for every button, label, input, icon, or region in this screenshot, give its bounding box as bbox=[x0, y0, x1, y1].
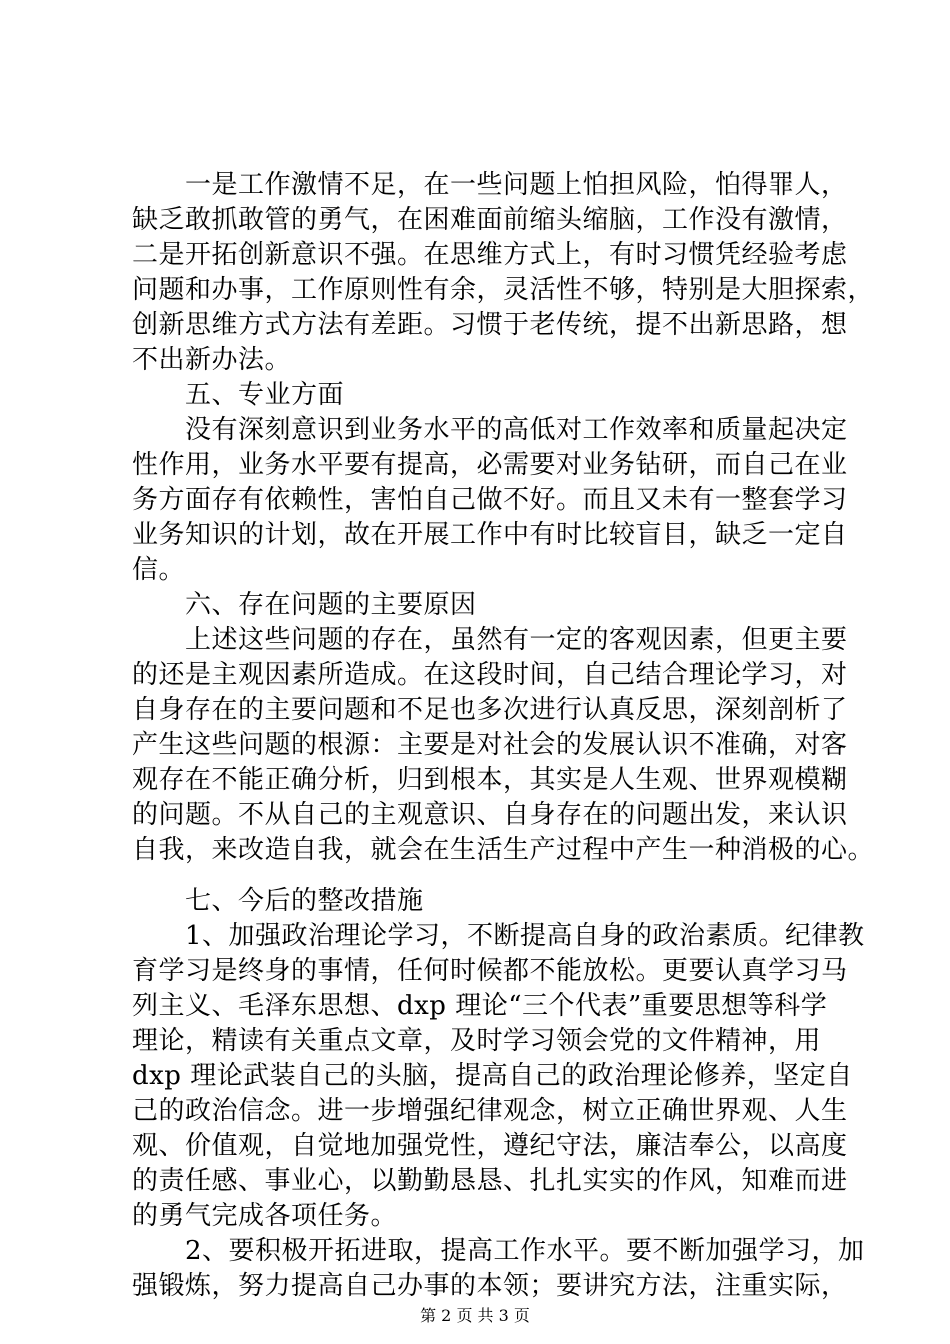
text-line: 的问题。不从自己的主观意识、自身存在的问题出发，来认识 bbox=[132, 800, 848, 830]
page-footer: 第 2 页 共 3 页 bbox=[420, 1306, 530, 1325]
text-line: 的还是主观因素所造成。在这段时间，自己结合理论学习，对 bbox=[132, 660, 848, 690]
text-line: 的责任感、事业心，以勤勤恳恳、扎扎实实的作风，知难而进 bbox=[132, 1166, 848, 1196]
text-line: 产生这些问题的根源：主要是对社会的发展认识不准确，对客 bbox=[132, 730, 848, 760]
text-line: 1、加强政治理论学习，不断提高自身的政治素质。纪律教 bbox=[132, 921, 865, 951]
text-line: 业务知识的计划，故在开展工作中有时比较盲目，缺乏一定自 bbox=[132, 520, 848, 550]
text-line: 育学习是终身的事情，任何时候都不能放松。更要认真学习马 bbox=[132, 956, 848, 986]
text-line: 列主义、毛泽东思想、dxp 理论“三个代表”重要思想等科学 bbox=[132, 991, 828, 1021]
text-line: 强锻炼，努力提高自己办事的本领；要讲究方法，注重实际， bbox=[132, 1271, 848, 1301]
text-line: 性作用，业务水平要有提高，必需要对业务钻研，而自己在业 bbox=[132, 450, 848, 480]
text-line: 缺乏敢抓敢管的勇气，在困难面前缩头缩脑，工作没有激情， bbox=[132, 205, 848, 235]
text-line: 理论，精读有关重点文章，及时学习领会党的文件精神，用 bbox=[132, 1026, 822, 1056]
text-line: 自我，来改造自我，就会在生活生产过程中产生一种消极的心。 bbox=[132, 835, 875, 865]
section-heading: 七、今后的整改措施 bbox=[132, 886, 424, 916]
text-line: dxp 理论武装自己的头脑，提高自己的政治理论修养，坚定自 bbox=[132, 1061, 853, 1091]
text-line: 观存在不能正确分析，归到根本，其实是人生观、世界观模糊 bbox=[132, 765, 848, 795]
text-line: 创新思维方式方法有差距。习惯于老传统，提不出新思路，想 bbox=[132, 310, 848, 340]
text-line: 务方面存有依赖性，害怕自己做不好。而且又未有一整套学习 bbox=[132, 485, 848, 515]
text-line: 观、价值观，自觉地加强党性，遵纪守法，廉洁奉公，以高度 bbox=[132, 1131, 848, 1161]
text-line: 己的政治信念。进一步增强纪律观念，树立正确世界观、人生 bbox=[132, 1096, 848, 1126]
text-line: 没有深刻意识到业务水平的高低对工作效率和质量起决定 bbox=[132, 415, 848, 445]
text-line: 一是工作激情不足，在一些问题上怕担风险，怕得罪人， bbox=[132, 170, 848, 200]
text-line: 信。 bbox=[132, 555, 186, 585]
text-line: 自身存在的主要问题和不足也多次进行认真反思，深刻剖析了 bbox=[132, 695, 848, 725]
text-line: 2、要积极开拓进取，提高工作水平。要不断加强学习，加 bbox=[132, 1236, 865, 1266]
text-line: 的勇气完成各项任务。 bbox=[132, 1201, 398, 1231]
text-line: 不出新办法。 bbox=[132, 345, 292, 375]
text-line: 上述这些问题的存在，虽然有一定的客观因素，但更主要 bbox=[132, 625, 848, 655]
text-line: 二是开拓创新意识不强。在思维方式上，有时习惯凭经验考虑 bbox=[132, 240, 848, 270]
section-heading: 六、存在问题的主要原因 bbox=[132, 590, 477, 620]
text-line: 问题和办事，工作原则性有余，灵活性不够，特别是大胆探索， bbox=[132, 275, 875, 305]
section-heading: 五、专业方面 bbox=[132, 380, 345, 410]
